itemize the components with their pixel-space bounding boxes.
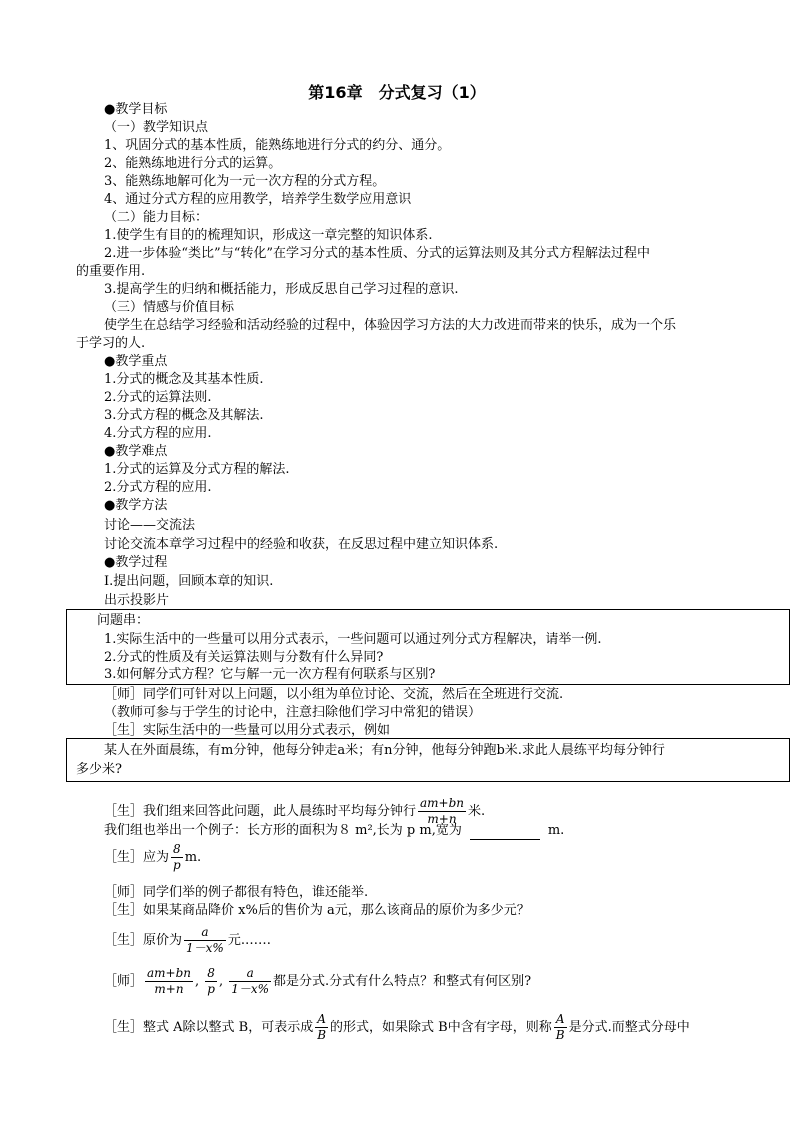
student-suffix: 元.…… [227,933,271,948]
fraction-numerator: A [315,1012,328,1028]
process-step: Ⅰ.提出问题，回顾本章的知识. [104,574,274,589]
student-text-a: ［生］整式 A除以整式 B，可表示成 [104,1020,314,1035]
knowledge-item: 3、能熟练地解可化为一元一次方程的分式方程。 [104,174,386,189]
key-points-heading: ●教学重点 [104,354,168,369]
knowledge-item: 2、能熟练地进行分式的运算。 [104,156,282,171]
example-text: 我们组也举出一个例子：长方形的面积为８ m²,长为 p m,宽为 [104,823,462,838]
fraction-numerator: am+bn [147,966,192,980]
fraction-8-p [205,966,217,997]
teacher-line-2: ［师］同学们举的例子都很有特色，谁还能举. [104,885,369,900]
ability-item-cont: 的重要作用. [76,264,146,279]
ability-item: 1.使学生有目的的梳理知识，形成这一章完整的知识体系. [104,228,433,243]
student-text: ［生］应为 [104,850,170,865]
ability-item: 2.进一步体验“类比”与“转化”在学习分式的基本性质、分式的运算法则及其分式方程解法过程中 [104,246,650,261]
fraction-numerator: am+bn [420,796,465,810]
student-line-5 [104,921,271,961]
key-point-item: 4.分式方程的应用. [104,426,212,441]
fraction-numerator: 8 [205,966,217,982]
fraction-8-p [171,842,183,873]
teacher-line: ［师］同学们可针对以上问题，以小组为单位讨论、交流，然后在全班进行交流. [104,687,564,702]
student-line-3 [104,838,201,878]
student-line: ［生］实际生活中的一些量可以用分式表示，例如 [104,723,391,738]
projection-label: 出示投影片 [104,593,170,608]
page-title: 第16章 分式复习（1） [308,83,486,102]
fraction-denominator: B [317,1028,327,1042]
knowledge-heading: （一）教学知识点 [104,120,209,135]
teacher-note: （教师可参与于学生的讨论中，注意扫除他们学习中常犯的错误） [104,705,482,720]
fraction-a-1-x [184,925,226,956]
fraction-numerator: a [184,925,226,941]
fraction-numerator: a [229,966,271,982]
fraction-denominator: 1－x% [186,941,224,955]
teacher-question: 都是分式.分式有什么特点？和整式有何区别? [273,974,532,989]
teacher-line-3: ［师］ $\frac{am+bn}{m+n}$ , $\frac{8}{p}$ , $\frac{a}{1-x\%}$ 都是分式.分式有什么特点？和整式有何区别? [104,966,532,996]
fraction-denominator: 1－x% [231,982,270,996]
emotion-text-cont: 于学习的人. [76,336,146,351]
answer-blank [470,826,540,840]
key-point-item: 2.分式的运算法则. [104,390,212,405]
fraction-numerator: A [554,1012,567,1028]
example-box-line: 某人在外面晨练，有m分钟，他每分钟走a米；有n分钟，他每分钟跑b米.求此人晨练平均每分钟行 [104,743,665,758]
difficulty-item: 2.分式方程的应用. [104,480,212,495]
key-point-item: 1.分式的概念及其基本性质. [104,372,264,387]
student-text-b: 的形式，如果除式 B中含有字母，则称 [330,1020,552,1035]
fraction-numerator: 8 [171,842,183,858]
student-suffix: m. [184,850,202,865]
question-item: 1.实际生活中的一些量可以用分式表示，一些问题可以通过列分式方程解决，请举一例. [104,632,602,647]
emotion-text: 使学生在总结学习经验和活动经验的过程中，体验因学习方法的大力改进而带来的快乐，成为一个乐 [104,318,677,333]
student-line-6 [104,1008,690,1048]
fraction-denominator: m+n [154,982,184,996]
student-text: ［生］原价为 [104,933,183,948]
fraction-denominator: m+n [427,812,457,826]
knowledge-item: 4、通过分式方程的应用教学，培养学生数学应用意识 [104,192,412,207]
student-text-c: 是分式.而整式分母中 [568,1020,690,1035]
student-answer-suffix: 米. [468,804,486,819]
student-answer-text: ［生］我们组来回答此问题，此人晨练时平均每分钟行 [104,804,417,819]
knowledge-item: 1、巩固分式的基本性质，能熟练地进行分式的约分、通分。 [104,138,451,153]
method-desc: 讨论交流本章学习过程中的经验和收获，在反思过程中建立知识体系. [104,537,499,552]
fraction-denominator: B [555,1028,565,1042]
ability-heading: （二）能力目标： [104,210,209,225]
question-item: 2.分式的性质及有关运算法则与分数有什么异同? [104,650,384,665]
difficulties-heading: ●教学难点 [104,444,168,459]
fraction-a-b [315,1012,328,1043]
fraction-am-bn [145,966,193,997]
student-line-4: ［生］如果某商品降价 x%后的售价为 a元，那么该商品的原价为多少元？ [104,903,530,918]
teacher-prefix: ［师］ [104,974,144,989]
difficulty-item: 1.分式的运算及分式方程的解法. [104,462,290,477]
method-heading: ●教学方法 [104,498,168,513]
fraction-denominator: p [207,982,215,996]
example-unit: m. [547,823,565,838]
objectives-heading: ●教学目标 [104,102,168,117]
process-heading: ●教学过程 [104,555,168,570]
example-box-line: 多少米? [76,762,122,777]
fraction-a-1-x [229,966,271,997]
method-name: 讨论——交流法 [104,518,196,533]
emotion-heading: （三）情感与价值目标 [104,300,235,315]
question-box-title: 问题串： [97,613,150,628]
fraction-a-b [554,1012,567,1043]
fraction-denominator: p [173,858,181,872]
ability-item: 3.提高学生的归纳和概括能力，形成反思自己学习过程的意识. [104,282,459,297]
question-item: 3.如何解分式方程？它与解一元一次方程有何联系与区别? [104,667,436,682]
key-point-item: 3.分式方程的概念及其解法. [104,408,264,423]
